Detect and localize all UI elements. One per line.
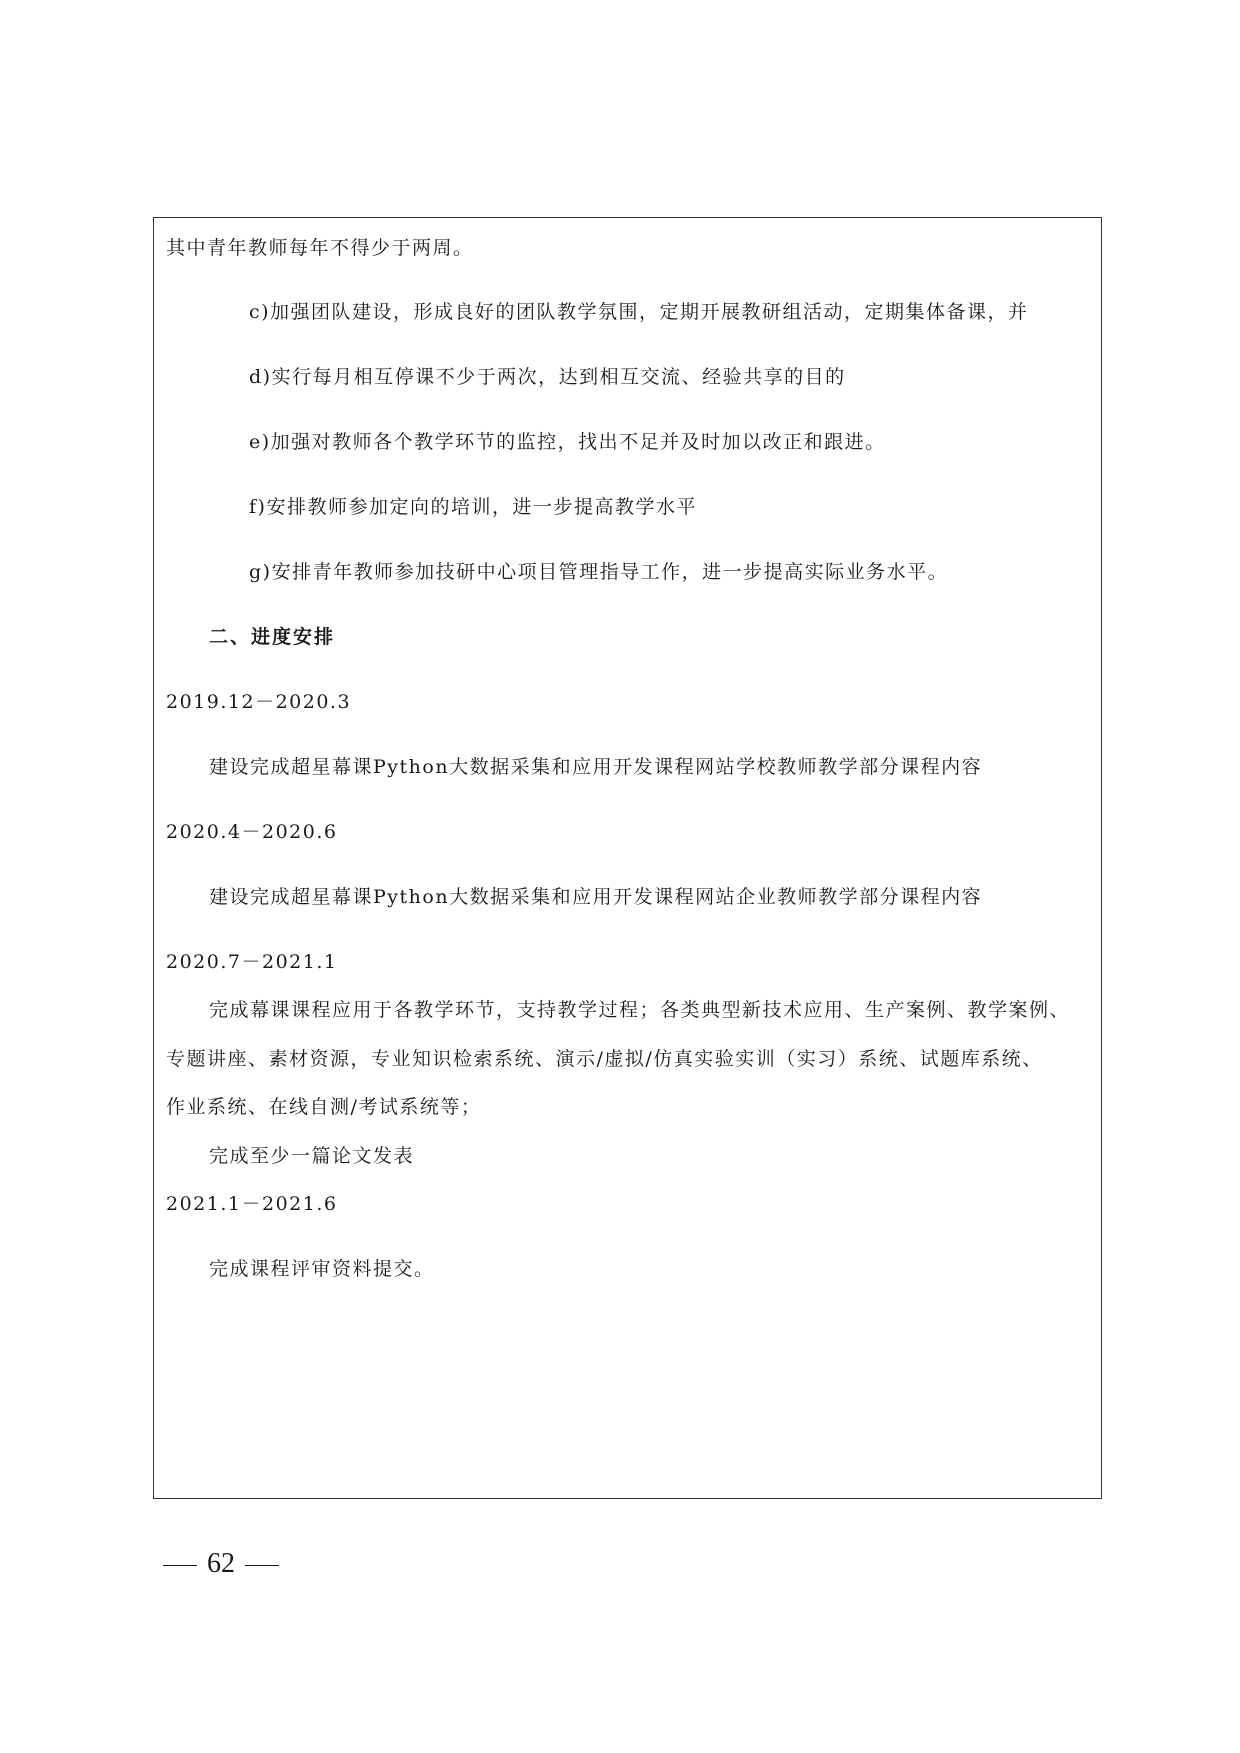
schedule-item-text: 完成课程评审资料提交。	[209, 1258, 435, 1280]
section-title: 二、进度安排	[209, 626, 336, 648]
schedule-period: 2020.7－2021.1	[166, 951, 338, 973]
page-number: 62	[207, 1548, 235, 1579]
schedule-item-text: 完成至少一篇论文发表	[209, 1145, 415, 1167]
measure-item-g: g)安排青年教师参加技研中心项目管理指导工作，进一步提高实际业务水平。	[249, 561, 949, 583]
schedule-period: 2020.4－2020.6	[166, 821, 338, 843]
measure-item-f: f)安排教师参加定向的培训，进一步提高教学水平	[249, 496, 697, 518]
schedule-item-text: 建设完成超星幕课Python大数据采集和应用开发课程网站学校教师教学部分课程内容	[209, 756, 983, 778]
schedule-item-text: 专题讲座、素材资源，专业知识检索系统、演示/虚拟/仿真实验实训（实习）系统、试题库系统、	[166, 1048, 1043, 1070]
measure-item-d: d)实行每月相互停课不少于两次，达到相互交流、经验共享的目的	[249, 366, 846, 388]
content-table-frame	[153, 217, 1102, 1499]
schedule-item-text: 作业系统、在线自测/考试系统等；	[166, 1096, 482, 1118]
intro-tail-text: 其中青年教师每年不得少于两周。	[166, 237, 474, 259]
measure-item-c: c)加强团队建设，形成良好的团队教学氛围，定期开展教研组活动，定期集体备课，并	[249, 301, 1029, 323]
footer-dash-right	[245, 1565, 279, 1566]
page-footer	[163, 1546, 289, 1582]
schedule-item-text: 建设完成超星幕课Python大数据采集和应用开发课程网站企业教师教学部分课程内容	[209, 886, 983, 908]
measure-item-e: e)加强对教师各个教学环节的监控，找出不足并及时加以改正和跟进。	[249, 431, 886, 453]
schedule-period: 2021.1－2021.6	[166, 1193, 338, 1215]
schedule-period: 2019.12－2020.3	[166, 691, 352, 713]
schedule-item-text: 完成幕课课程应用于各教学环节，支持教学过程；各类典型新技术应用、生产案例、教学案例、	[209, 999, 1071, 1021]
footer-dash-left	[163, 1565, 197, 1566]
